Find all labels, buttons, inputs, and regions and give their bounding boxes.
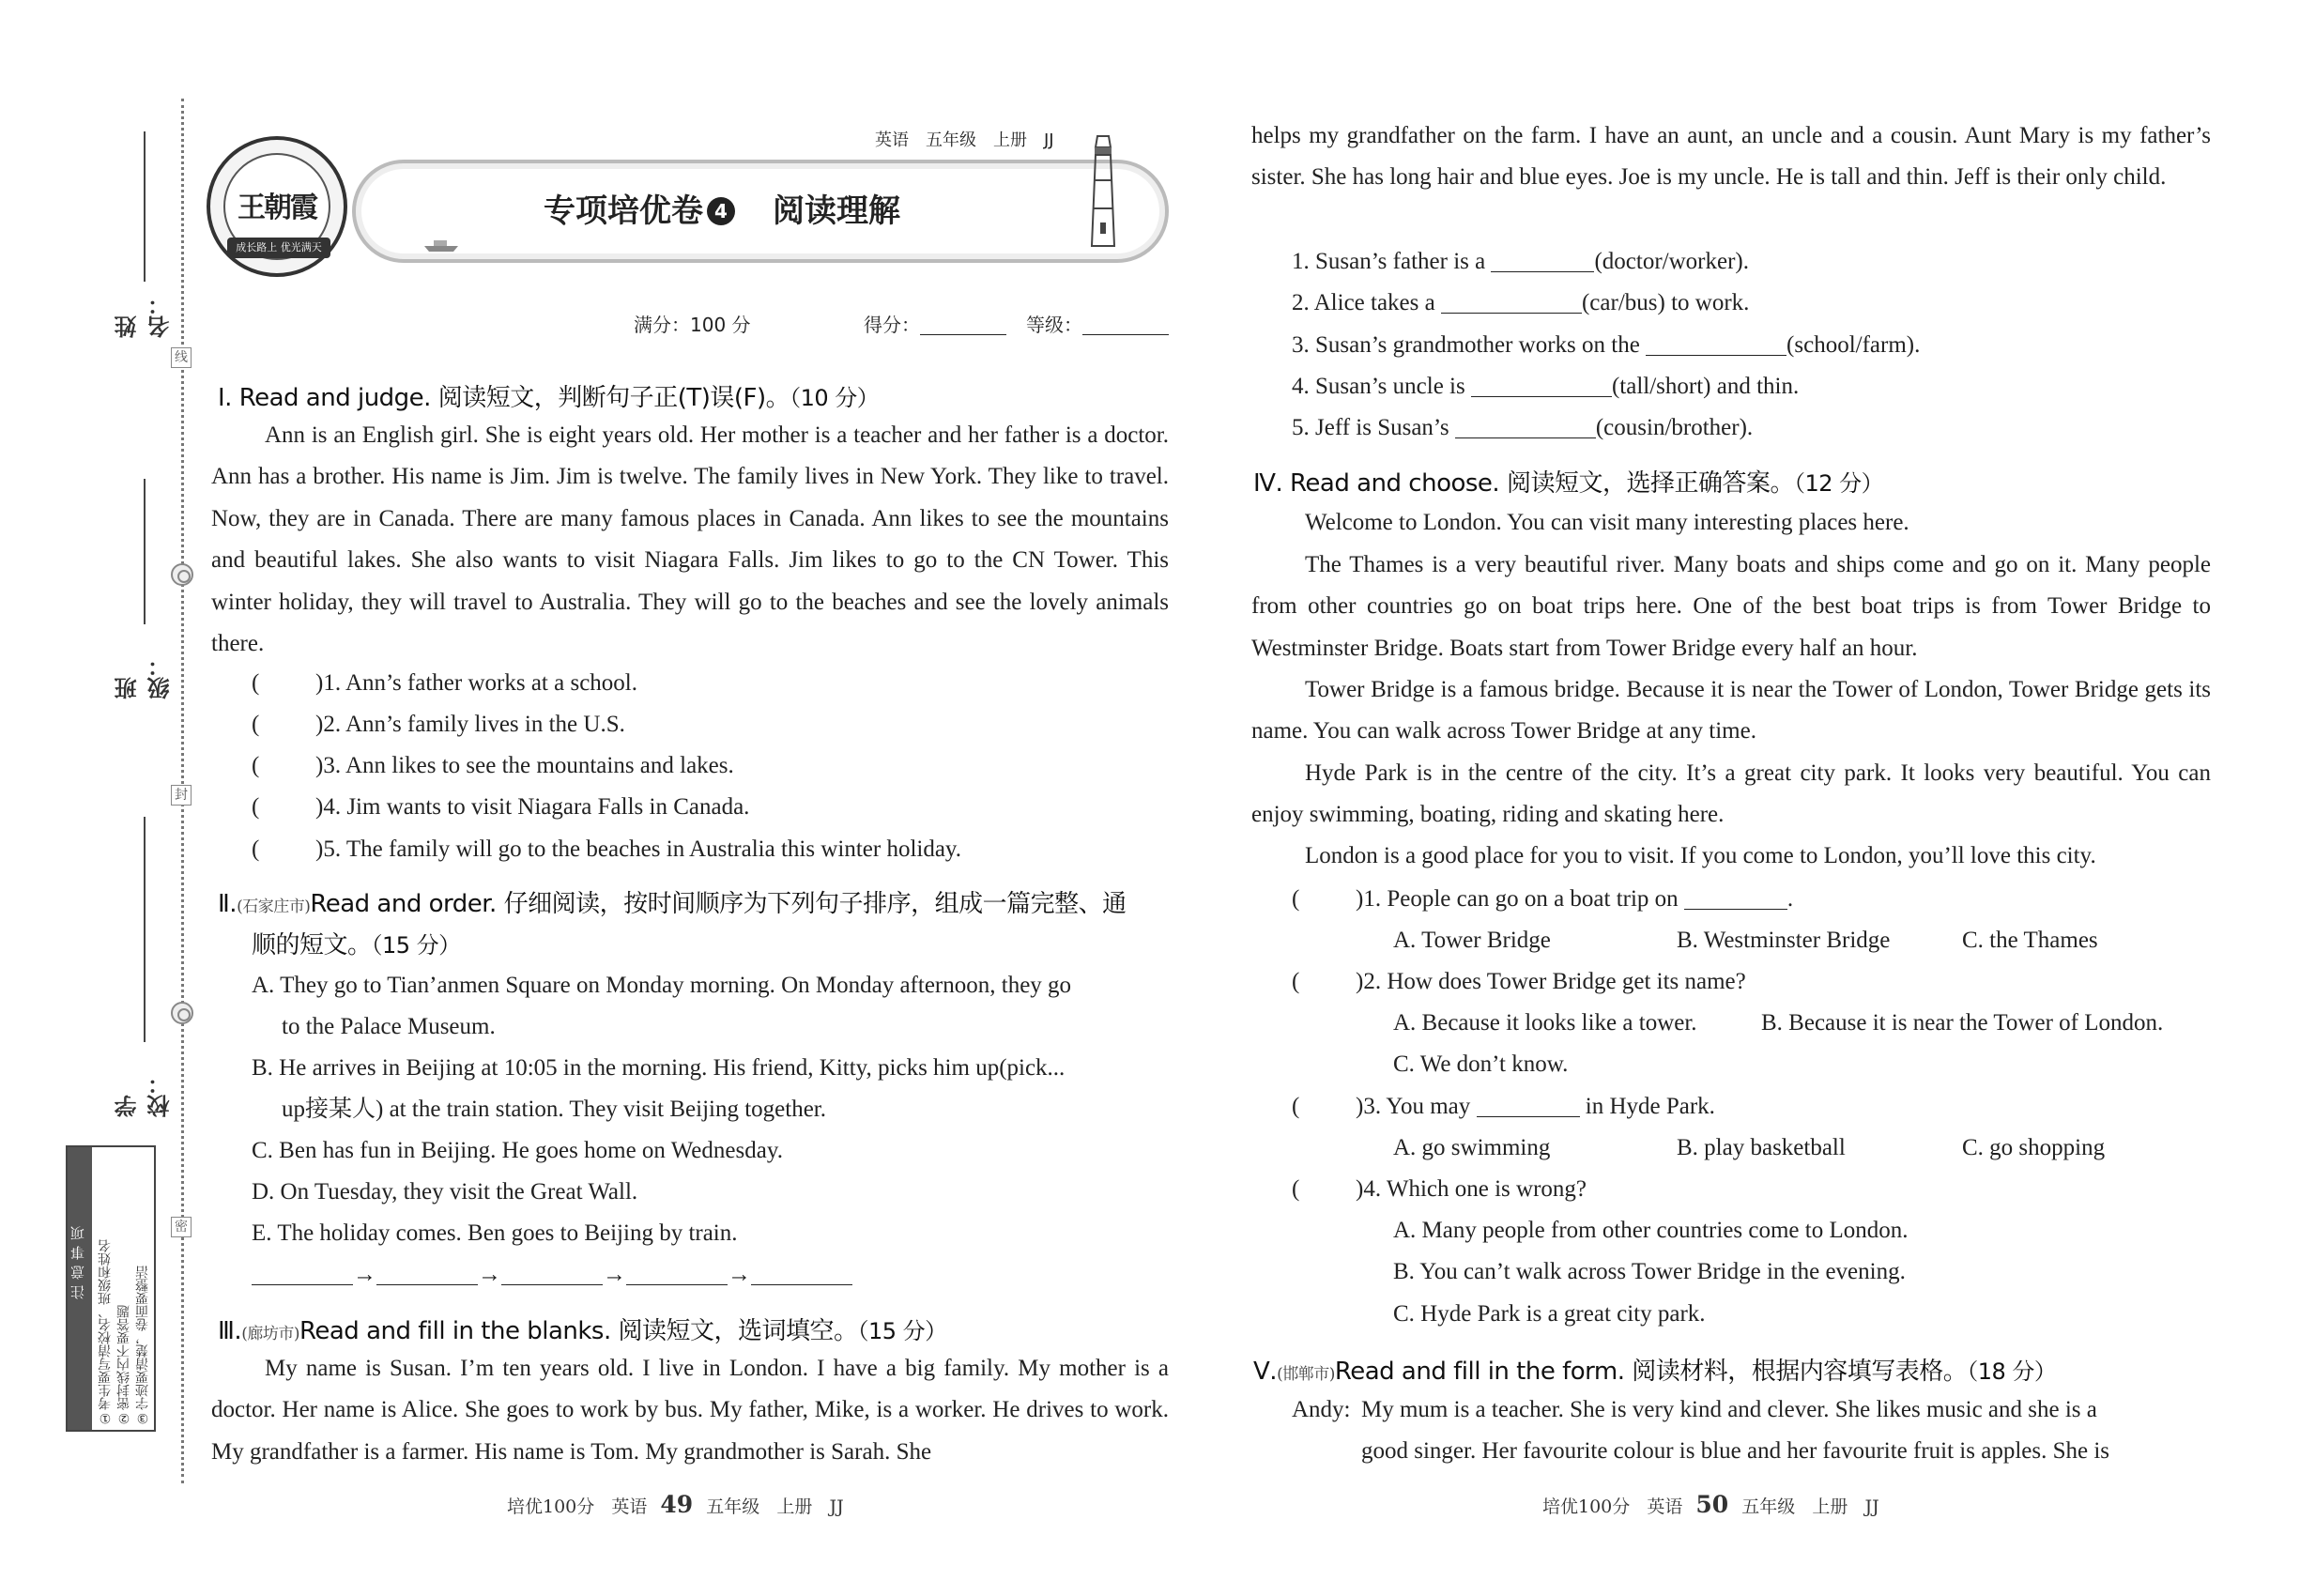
note-item: ①考生要写清校名、班级和姓名 bbox=[98, 1239, 113, 1425]
order-sentence-d: D. On Tuesday, they visit the Great Wall. bbox=[252, 1179, 638, 1205]
name-label: 姓 名： bbox=[115, 293, 174, 338]
class-label: 班 级： bbox=[115, 654, 174, 699]
order-sentence-b-cont: up接某人) at the train station. They visit Beijing together. bbox=[282, 1097, 827, 1122]
section-3-passage: My name is Susan. I’m ten years old. I live in London. I have a big family. My mother is a doctor. Her name is Alice. She goes to work by bus. My father, Mike, is a worker. He drives to work. My grandfather is a farmer. His name is Tom. My grandmother is Sarah. She bbox=[211, 1356, 1169, 1465]
choice-question-1[interactable]: ( )1. People can go on a boat trip on . bbox=[1292, 886, 1794, 912]
seal-mark-xian: 线 bbox=[171, 347, 192, 368]
judge-item[interactable]: ( )5. The family will go to the beaches in Australia this winter holiday. bbox=[252, 836, 962, 862]
section-2-title-cont: 顺的短文。（15 分） bbox=[252, 931, 461, 959]
order-sentence-a: A. They go to Tian’anmen Square on Monday morning. On Monday afternoon, they go bbox=[252, 973, 1072, 998]
section-3-passage-cont: helps my grandfather on the farm. I have an aunt, an uncle and a cousin. Aunt Mary is my father’s sister. She has long hair and blue eyes. Joe is my uncle. He is tall and thin. Jeff is their only child. bbox=[1251, 123, 2211, 191]
passage-para-2: The Thames is a very beautiful river. Many boats and ships come and go on it. Many people from other countries go on boat trips here. One of the best boat trips is from Tower Bridge to Westminster Bridge. Boats start from Tower Bridge every half an hour. bbox=[1251, 552, 2211, 661]
notes-box bbox=[66, 1145, 156, 1432]
seal-mark-feng: 封 bbox=[171, 785, 192, 806]
section-1-passage: Ann is an English girl. She is eight years old. Her mother is a teacher and her father is a doctor. Ann has a brother. His name is Jim. Jim is twelve. The family lives in New York. They like to travel. Now, they are in Canada. There are many famous places in Canada. Ann likes to see the mountains and beautiful lakes. She also wants to visit Niagara Falls. Jim likes to go to the CN Tower. This winter holiday, they will travel to Australia. They will go to the beaches and see the lovely animals there. bbox=[211, 422, 1169, 657]
title-left: 专项培优卷 bbox=[544, 192, 703, 230]
order-blank[interactable] bbox=[626, 1261, 728, 1285]
option[interactable]: B. Westminster Bridge bbox=[1677, 928, 1891, 953]
passage-para-5: London is a good place for you to visit. If you come to London, you’ll love this city. bbox=[1305, 843, 2096, 868]
grade-tag: 五年级 bbox=[926, 130, 976, 150]
full-score: 满分：100 分 bbox=[634, 314, 751, 336]
option[interactable]: C. Hyde Park is a great city park. bbox=[1393, 1301, 1706, 1327]
option[interactable]: A. Because it looks like a tower. bbox=[1393, 1010, 1697, 1036]
section-4-title: Ⅳ. Read and choose. 阅读短文，选择正确答案。（12 分） bbox=[1253, 469, 1884, 498]
note-item: ②密封线内不要答题 bbox=[116, 1305, 131, 1425]
score-field[interactable] bbox=[864, 310, 1006, 337]
order-answer-row[interactable]: → → → → bbox=[252, 1256, 852, 1294]
school-field-line[interactable] bbox=[144, 817, 146, 1042]
page-title bbox=[356, 163, 1088, 267]
page-number: 50 bbox=[1695, 1491, 1729, 1518]
footer-left: 培优100分 英语 49 五年级 上册 JJ bbox=[507, 1491, 844, 1518]
logo-text: 王朝霞 bbox=[238, 192, 316, 224]
order-blank[interactable] bbox=[501, 1261, 603, 1285]
binding-margin bbox=[0, 0, 188, 1596]
option[interactable]: C. the Thames bbox=[1962, 928, 2098, 953]
section-2-title: Ⅱ.(石家庄市)Read and order. 仔细阅读，按时间顺序为下列句子排序，组成一篇完整、通 bbox=[218, 890, 1127, 918]
order-sentence-e: E. The holiday comes. Ben goes to Beijing by train. bbox=[252, 1220, 738, 1246]
order-sentence-c: C. Ben has fun in Beijing. He goes home on Wednesday. bbox=[252, 1138, 783, 1163]
binding-hole-icon bbox=[171, 1002, 193, 1024]
passage-para-4: Hyde Park is in the centre of the city. It’s a great city park. It looks very beautiful. You can enjoy swimming, boating, riding and skating here. bbox=[1251, 760, 2211, 828]
fill-item[interactable]: 5. Jeff is Susan’s (cousin/brother). bbox=[1292, 415, 1754, 440]
judge-item[interactable]: ( )1. Ann’s father works at a school. bbox=[252, 670, 637, 696]
order-sentence-a-cont: to the Palace Museum. bbox=[282, 1014, 496, 1039]
name-field-line[interactable] bbox=[144, 131, 146, 282]
level-field[interactable] bbox=[1026, 310, 1169, 337]
section-3-title: Ⅲ.(廊坊市)Read and fill in the blanks. 阅读短文，选词填空。（15 分） bbox=[218, 1317, 947, 1345]
page-number: 49 bbox=[660, 1491, 694, 1518]
class-field-line[interactable] bbox=[144, 479, 146, 624]
option[interactable]: B. play basketball bbox=[1677, 1135, 1846, 1160]
edition-tag: JJ bbox=[1044, 130, 1054, 150]
page-header bbox=[207, 117, 1173, 277]
logo-ribbon: 成长路上 优光满天 bbox=[227, 238, 330, 258]
binding-hole-icon bbox=[171, 563, 193, 586]
choice-question-3[interactable]: ( )3. You may in Hyde Park. bbox=[1292, 1094, 1715, 1119]
passage-para-3: Tower Bridge is a famous bridge. Because it is near the Tower of London, Tower Bridge gets its name. You can walk across Tower Bridge at any time. bbox=[1251, 677, 2211, 744]
section-5-title: Ⅴ.(邯郸市)Read and fill in the form. 阅读材料，根据内容填写表格。（18 分） bbox=[1253, 1358, 2057, 1386]
order-sentence-b: B. He arrives in Beijing at 10:05 in the morning. His friend, Kitty, picks him up(pick... bbox=[252, 1055, 1066, 1081]
fill-item[interactable]: 3. Susan’s grandmother works on the (school/farm). bbox=[1292, 332, 1921, 358]
judge-item[interactable]: ( )2. Ann’s family lives in the U.S. bbox=[252, 712, 625, 737]
judge-item[interactable]: ( )3. Ann likes to see the mountains and lakes. bbox=[252, 753, 734, 778]
notes-list bbox=[96, 1153, 154, 1425]
title-number: 4 bbox=[707, 197, 735, 225]
option[interactable]: B. Because it is near the Tower of London. bbox=[1761, 1010, 2164, 1036]
judge-item[interactable]: ( )4. Jim wants to visit Niagara Falls in Canada. bbox=[252, 794, 750, 820]
notes-title: 注意事项 bbox=[68, 1147, 92, 1430]
title-band bbox=[352, 160, 1169, 263]
lighthouse-icon bbox=[1084, 129, 1122, 251]
subject-tags bbox=[875, 127, 1071, 151]
fill-item[interactable]: 1. Susan’s father is a (doctor/worker). bbox=[1292, 249, 1749, 274]
option[interactable]: C. go shopping bbox=[1962, 1135, 2106, 1160]
subject-tag: 英语 bbox=[875, 130, 909, 150]
option[interactable]: A. Many people from other countries come to London. bbox=[1393, 1218, 1909, 1243]
choice-question-4[interactable]: ( )4. Which one is wrong? bbox=[1292, 1176, 1587, 1202]
passage-para-1: Welcome to London. You can visit many interesting places here. bbox=[1305, 510, 1909, 535]
term-tag: 上册 bbox=[993, 130, 1027, 150]
option[interactable]: B. You can’t walk across Tower Bridge in the evening. bbox=[1393, 1259, 1906, 1284]
choice-question-2[interactable]: ( )2. How does Tower Bridge get its name? bbox=[1292, 969, 1746, 994]
level-label: 等级： bbox=[1026, 314, 1082, 336]
ship-icon bbox=[422, 235, 460, 253]
section-1-title: Ⅰ. Read and judge. 阅读短文，判断句子正(T)误(F)。（10 分） bbox=[218, 384, 880, 412]
title-right: 阅读理解 bbox=[773, 192, 900, 230]
score-label: 得分： bbox=[864, 314, 920, 336]
fill-item[interactable]: 2. Alice takes a (car/bus) to work. bbox=[1292, 290, 1750, 315]
school-label: 学 校： bbox=[115, 1072, 174, 1117]
speaker-label: Andy: bbox=[1292, 1397, 1351, 1422]
section-5-line-2: good singer. Her favourite colour is blue and her favourite fruit is apples. She is bbox=[1361, 1438, 2110, 1464]
fill-item[interactable]: 4. Susan’s uncle is (tall/short) and thin. bbox=[1292, 374, 1800, 399]
section-5-line-1: My mum is a teacher. She is very kind and clever. She likes music and she is a bbox=[1361, 1397, 2097, 1422]
seal-mark-mi: 密 bbox=[171, 1217, 192, 1237]
option[interactable]: A. Tower Bridge bbox=[1393, 928, 1551, 953]
order-blank[interactable] bbox=[252, 1261, 353, 1285]
footer-right: 培优100分 英语 50 五年级 上册 JJ bbox=[1542, 1491, 1879, 1518]
order-blank[interactable] bbox=[376, 1261, 478, 1285]
order-blank[interactable] bbox=[751, 1261, 852, 1285]
note-item: ③字迹要清楚，卷面要整洁 bbox=[135, 1266, 150, 1425]
option[interactable]: A. go swimming bbox=[1393, 1135, 1551, 1160]
option[interactable]: C. We don’t know. bbox=[1393, 1051, 1569, 1077]
